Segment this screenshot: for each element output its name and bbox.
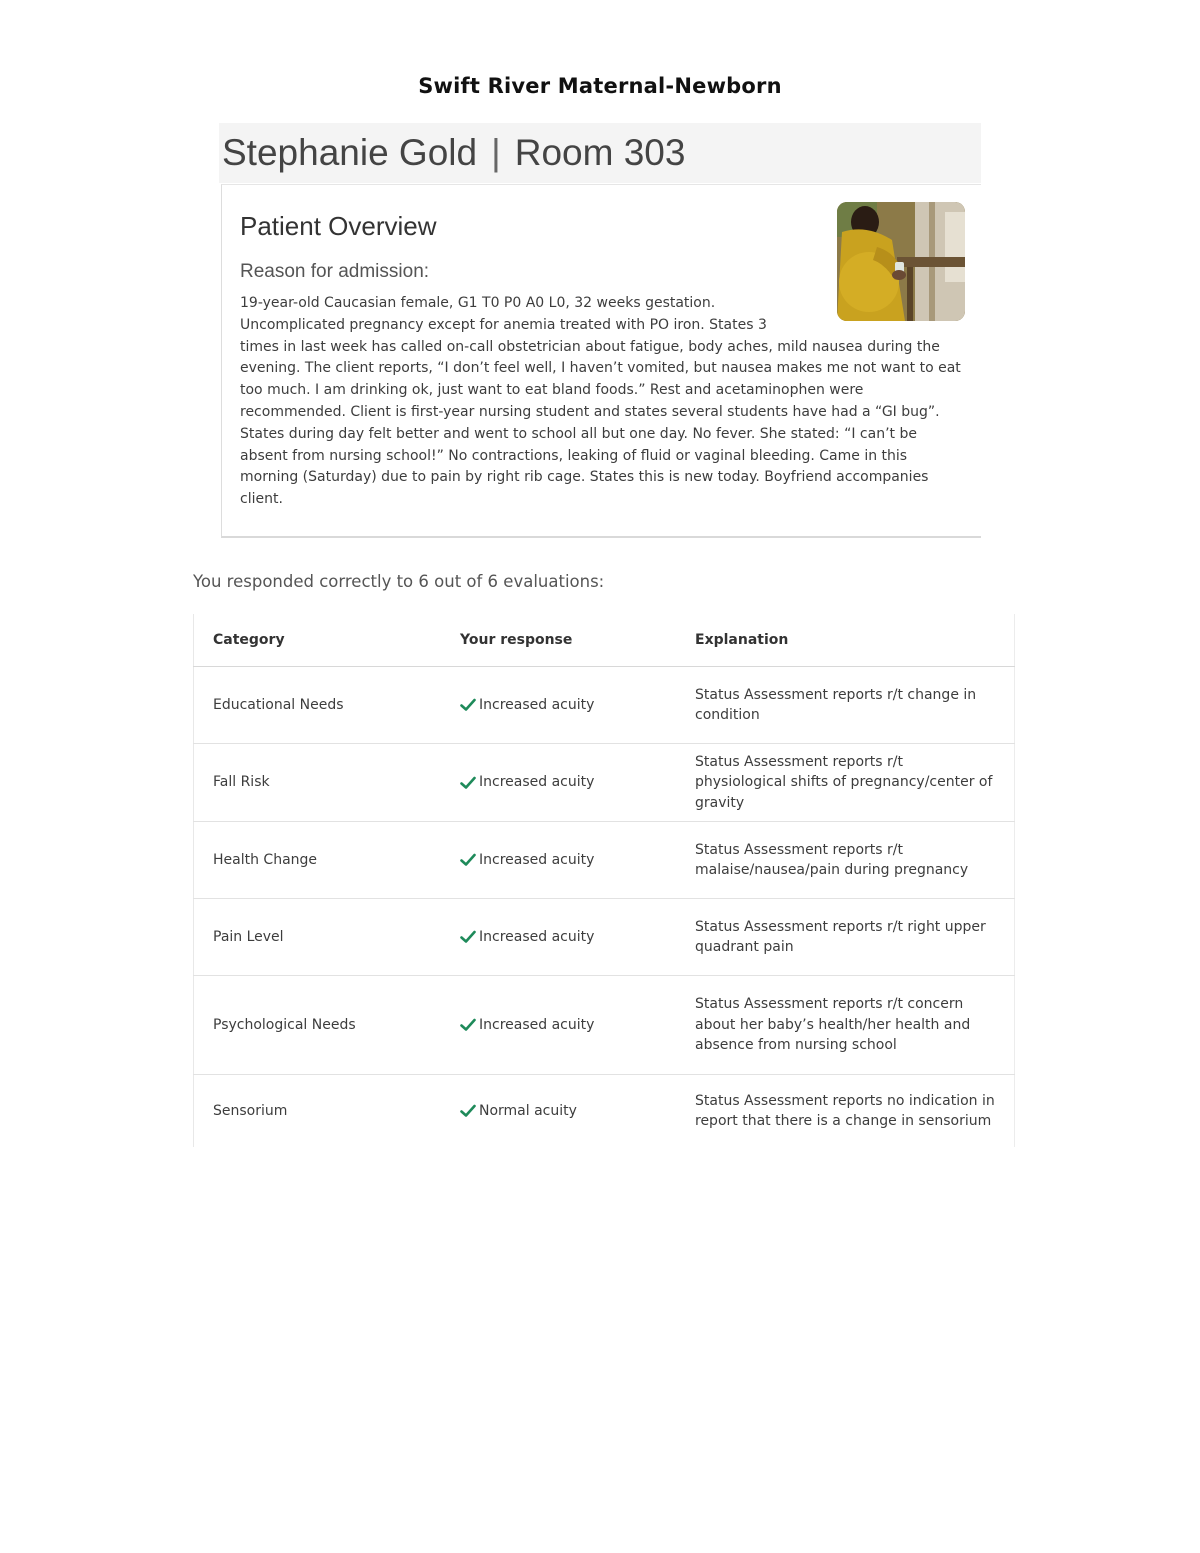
- response-label: Increased acuity: [479, 851, 595, 868]
- header-category: Category: [193, 614, 460, 667]
- row-explanation: [695, 822, 1015, 899]
- row-response: [460, 976, 695, 1075]
- explanation-text: Status Assessment reports r/t concern about her baby’s health/her health and absence from nursing school: [695, 996, 971, 1054]
- row-response: [460, 1075, 695, 1148]
- reason-for-admission-label: Reason for admission:: [240, 261, 430, 282]
- row-explanation: [695, 1075, 1015, 1148]
- table-row: [193, 976, 1015, 1075]
- table-row: [193, 899, 1015, 976]
- row-response: [460, 744, 695, 822]
- explanation-text: Status Assessment reports r/t malaise/nausea/pain during pregnancy: [695, 841, 969, 878]
- table-row: [193, 1075, 1015, 1148]
- evaluation-results-table: [193, 614, 1015, 1148]
- patient-overview-card: [221, 184, 981, 538]
- evaluation-score-summary: You responded correctly to 6 out of 6 evaluations:: [193, 572, 605, 591]
- document-title: Swift River Maternal-Newborn: [418, 74, 782, 98]
- header-separator: |: [491, 132, 501, 173]
- row-explanation: [695, 976, 1015, 1075]
- row-category: Fall Risk: [193, 744, 460, 822]
- row-category: Health Change: [193, 822, 460, 899]
- row-explanation: [695, 744, 1015, 822]
- table-header-row: [193, 614, 1015, 667]
- row-category: Psychological Needs: [193, 976, 460, 1075]
- response-label: Increased acuity: [479, 774, 595, 791]
- table-row: [193, 744, 1015, 822]
- row-explanation: [695, 667, 1015, 744]
- response-label: Increased acuity: [479, 696, 595, 713]
- checkmark-icon: [460, 698, 476, 712]
- overview-title: Patient Overview: [240, 211, 437, 241]
- checkmark-icon: [460, 1104, 476, 1118]
- checkmark-icon: [460, 1018, 476, 1032]
- row-response: [460, 899, 695, 976]
- table-row: [193, 667, 1015, 744]
- row-category: Educational Needs: [193, 667, 460, 744]
- row-category: Pain Level: [193, 899, 460, 976]
- room-number: Room 303: [514, 132, 686, 173]
- response-label: Increased acuity: [479, 928, 595, 945]
- explanation-text: Status Assessment reports r/t right upper quadrant pain: [695, 918, 986, 955]
- checkmark-icon: [460, 776, 476, 790]
- checkmark-icon: [460, 930, 476, 944]
- header-explanation: Explanation: [695, 614, 1015, 667]
- header-your-response: Your response: [460, 614, 695, 667]
- row-response: [460, 667, 695, 744]
- row-category: Sensorium: [213, 1103, 288, 1119]
- checkmark-icon: [460, 853, 476, 867]
- explanation-text: Status Assessment reports no indication in report that there is a change in sensorium: [695, 1092, 995, 1130]
- response-label: Normal acuity: [479, 1103, 577, 1119]
- reason-for-admission-text: 19-year-old Caucasian female, G1 T0 P0 A0 L0, 32 weeks gestation. Uncomplicated pregnancy except for anemia treated with PO iron. States 3 times in last week has called on-call obstetrician about fatigue, body aches, mild nausea during the evening. The client reports, “I don’t feel well, I haven’t vomited, but nausea makes me not want to eat too much. I am drinking ok, just want to eat bland foods.” Rest and acetaminophen were recommended. Client is first-year nursing student and states several students have had a “GI bug”. States during day felt better and went to school all but one day. No fever. She stated: “I can’t be absent from nursing school!” No contractions, leaking of fluid or vaginal bleeding. Came in this morning (Saturday) due to pain by right rib cage. States this is new today. Boyfriend accompanies client.: [240, 295, 961, 508]
- patient-name: Stephanie Gold: [222, 132, 478, 173]
- explanation-text: Status Assessment reports r/t change in condition: [695, 686, 977, 723]
- response-label: Increased acuity: [479, 1016, 595, 1033]
- table-row: [193, 822, 1015, 899]
- explanation-text: Status Assessment reports r/t physiological shifts of pregnancy/center of gravity: [695, 753, 993, 811]
- patient-header: [219, 123, 981, 183]
- row-response: [460, 822, 695, 899]
- row-explanation: [695, 899, 1015, 976]
